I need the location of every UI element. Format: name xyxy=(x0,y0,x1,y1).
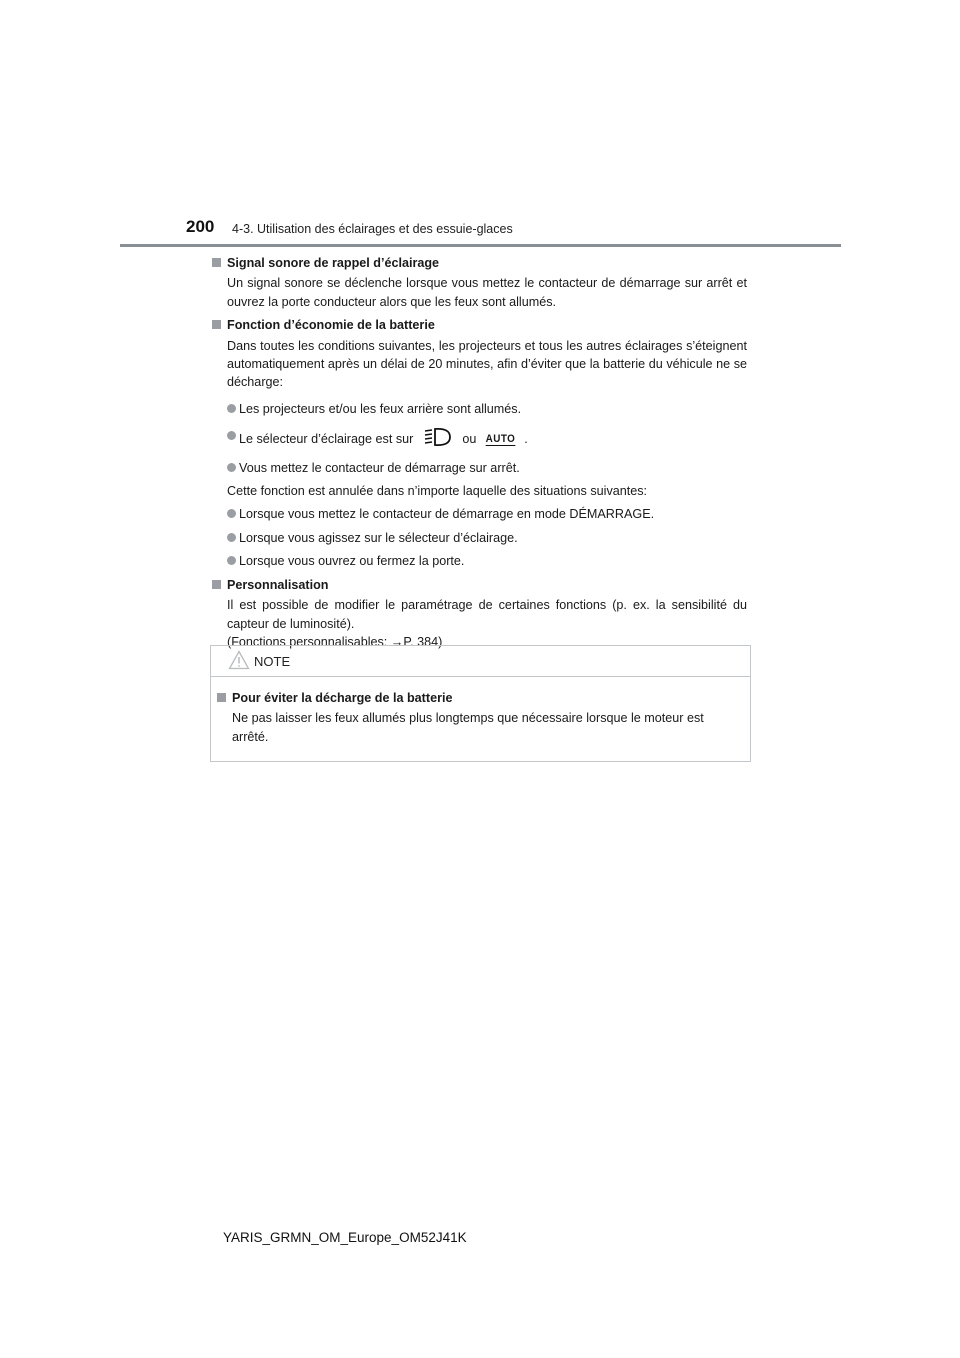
bullet-icon xyxy=(227,509,236,518)
list-item-text: Vous mettez le contacteur de démarrage sur arrêt. xyxy=(239,460,520,475)
paragraph: Un signal sonore se déclenche lorsque vous mettez le contacteur de démarrage sur arrêt et ouvrez la porte conducteur alors que les feux sont allumés. xyxy=(227,276,747,309)
note-label: NOTE xyxy=(254,654,291,669)
page-header xyxy=(0,0,960,250)
section-heading-battery xyxy=(211,316,747,334)
list-item xyxy=(211,529,747,547)
bullet-icon xyxy=(227,431,236,440)
cross-reference-link[interactable]: (Fonctions personnalisables: →P. 384) xyxy=(227,634,443,649)
page-number: 200 xyxy=(186,217,215,236)
list-item xyxy=(211,427,747,452)
paragraph: Cette fonction est annulée dans n’importe laquelle des situations suivantes: xyxy=(227,484,648,499)
note-text: Ne pas laisser les feux allumés plus longtemps que nécessaire lorsque le moteur est arrêté. xyxy=(232,711,704,744)
bullet-icon xyxy=(227,556,236,565)
note-header xyxy=(211,646,750,677)
headlight-icon xyxy=(423,427,453,452)
list-item-text: Lorsque vous ouvrez ou fermez la porte. xyxy=(239,554,465,569)
note-body xyxy=(211,677,750,746)
list-item-text: Lorsque vous mettez le contacteur de démarrage en mode DÉMARRAGE. xyxy=(239,507,655,522)
square-marker-icon xyxy=(212,580,221,589)
heading-text: Pour éviter la décharge de la batterie xyxy=(232,691,453,705)
header-rule xyxy=(120,244,841,247)
square-marker-icon xyxy=(217,693,226,702)
paragraph: Il est possible de modifier le paramétrage de certaines fonctions (p. ex. la sensibilité du capteur de luminosité). xyxy=(227,598,747,631)
list-item-text: Le sélecteur d’éclairage est sur xyxy=(239,432,414,447)
heading-text: Personnalisation xyxy=(227,577,329,592)
list-item-text: Lorsque vous agissez sur le sélecteur d’éclairage. xyxy=(239,530,518,545)
main-content xyxy=(211,254,747,655)
list-item xyxy=(211,505,747,523)
list-item-text: . xyxy=(524,432,528,447)
list-item-text: ou xyxy=(462,432,477,447)
section-heading-customization xyxy=(211,576,747,594)
list-item xyxy=(211,552,747,570)
square-marker-icon xyxy=(212,320,221,329)
warning-triangle-icon xyxy=(228,650,250,675)
section-title: 4-3. Utilisation des éclairages et des essuie-glaces xyxy=(232,222,513,236)
list-item xyxy=(211,400,747,418)
note-box xyxy=(210,645,751,762)
bullet-icon xyxy=(227,533,236,542)
auto-icon: AUTO xyxy=(485,433,516,446)
note-heading xyxy=(216,689,738,707)
doc-code: YARIS_GRMN_OM_Europe_OM52J41K xyxy=(223,1230,467,1245)
list-item xyxy=(211,459,747,477)
square-marker-icon xyxy=(212,258,221,267)
bullet-icon xyxy=(227,404,236,413)
section-heading-signal xyxy=(211,254,747,272)
paragraph: Dans toutes les conditions suivantes, les projecteurs et tous les autres éclairages s’éteignent automatiquement après un délai de 20 minutes, afin d’éviter que la batterie du véhicule ne se décharge: xyxy=(227,338,747,390)
heading-text: Signal sonore de rappel d’éclairage xyxy=(227,256,440,270)
bullet-icon xyxy=(227,463,236,472)
list-item-text: Les projecteurs et/ou les feux arrière sont allumés. xyxy=(239,401,522,416)
heading-text: Fonction d’économie de la batterie xyxy=(227,318,435,333)
